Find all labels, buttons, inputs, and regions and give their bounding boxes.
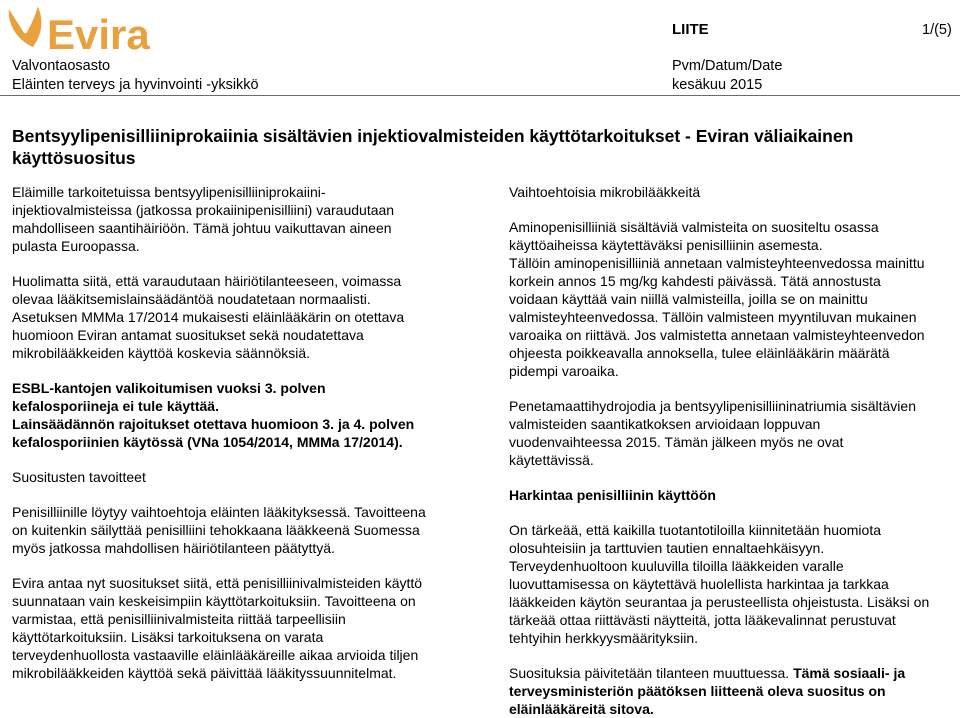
left-column xyxy=(12,183,457,682)
evira-logo xyxy=(3,2,173,56)
document-title: Bentsyylipenisilliiniprokaiinia sisältävien injektiovalmisteiden käyttötarkoitukset - Eviran väliaikainen käyttösuositus xyxy=(12,126,854,168)
binding-notice-paragraph: Suosituksia päivitetään tilanteen muuttuessa. Tämä sosiaali- ja terveysministeriön päätöksen liitteenä oleva suositus on eläinlääkäreitä sitova. xyxy=(509,665,906,717)
farm-practices-paragraph: On tärkeää, että kaikilla tuotantotiloilla kiinnitetään huomiota olosuhteisiin ja tarttuvien tautien ennaltaehkäisyyn. Terveydenhuoltoon kuuluvilla tiloilla lääkkeiden varalle luovuttamisessa on käytettävä huolellista harkintaa ja tarkkaa lääkkeiden käytön seurantaa ja perusteellista ohjeistusta. Lisäksi on tärkeää ottaa riittävästi näytteitä, jotta lääkevalinnat perustuvat tehtyihin herkkyysmäärityksiin. xyxy=(509,522,930,646)
intro-paragraph: Eläimille tarkoitetuissa bentsyylipenisilliiniprokaiini- injektiovalmisteissa (jatkossa prokaiinipenisilliini) varaudutaan mahdolliseen saantihäiriöön. Tämä johtuu vaikuttavan aineen pulasta Euroopassa. xyxy=(12,184,395,254)
header-divider xyxy=(0,95,960,96)
evira-logo-graphic xyxy=(3,2,173,56)
section-heading-goals: Suositusten tavoitteet xyxy=(12,469,146,485)
svg-text:Evira: Evira xyxy=(47,11,150,56)
goals-paragraph: Penisilliinille löytyy vaihtoehtoja eläinten lääkityksessä. Tavoitteena on kuitenkin säilyttää penisilliini tehokkaana lääkkeenä Suomessa myös jatkossa mahdollisen häiriötilanteen päätyttyä. xyxy=(12,504,426,556)
unit-name: Eläinten terveys ja hyvinvointi -yksikkö xyxy=(12,77,259,93)
document-type-label: LIITE xyxy=(672,21,709,38)
department-name: Valvontaosasto xyxy=(12,58,111,74)
document-date: kesäkuu 2015 xyxy=(672,77,763,93)
cephalosporin-notice: ESBL-kantojen valikoitumisen vuoksi 3. polven kefalosporiineja ei tule käyttää. Lainsäädännön rajoitukset otettava huomioon 3. ja 4. polven kefalosporiinien käytössä (VNa 1054/2014, MMMa 17/2014). xyxy=(12,380,415,450)
legislation-paragraph: Huolimatta siitä, että varaudutaan häiriötilanteeseen, voimassa olevaa lääkitsemislainsäädäntöä noudatetaan normaalisti. Asetuksen MMMa 17/2014 mukaisesti eläinlääkärin on otettava huomioon Eviran antamat suositukset sekä noudatettava mikrobilääkkeiden käyttöä koskevia säännöksiä. xyxy=(12,273,405,361)
aminopenicillin-paragraph: Aminopenisilliiniä sisältäviä valmisteita on suositeltu osassa käyttöaiheissa käytettäväksi penisilliinin asemesta. Tällöin aminopenisilliiniä annetaan valmisteyhteenvedossa mainittu korkein annos 15 mg/kg kahdesti päivässä. Tätä annostusta voidaan käyttää vain niillä valmisteilla, joilla se on mainittu valmisteyhteenvedossa. Tällöin valmisteen myyntiluvan mukainen varoaika on riittävä. Jos valmistetta annetaan valmisteyhteenvedon ohjeesta poikkeavalla annoksella, tulee eläinlääkärin määrätä pidempi varoaika. xyxy=(509,219,925,379)
penethamate-paragraph: Penetamaattihydrojodia ja bentsyylipenisilliininatriumia sisältävien valmisteiden saantikatkoksen arvioidaan loppuvan vuodenvaihteessa 2015. Tämän jälkeen myös ne ovat käytettävissä. xyxy=(509,398,916,468)
date-label: Pvm/Datum/Date xyxy=(672,58,783,74)
right-column xyxy=(509,183,949,718)
section-heading-alternatives: Vaihtoehtoisia mikrobilääkkeitä xyxy=(509,184,701,200)
recommendation-paragraph: Evira antaa nyt suositukset siitä, että penisilliinivalmisteiden käyttö suunnataan vain keskeisimpiin käyttötarkoituksiin. Tavoitteena on varmistaa, että penisilliinivalmisteita riittää tarpeellisiin käyttötarkoituksiin. Lisäksi tarkoituksena on varata terveydenhuollosta vastaaville eläinlääkäreille aikaa arvioida tiljen mikrobilääkkeiden käyttöä sekä päivittää lääkityssuunnitelmat. xyxy=(12,575,423,681)
page-number: 1/(5) xyxy=(922,22,952,38)
section-heading-consideration: Harkintaa penisilliinin käyttöön xyxy=(509,487,716,503)
